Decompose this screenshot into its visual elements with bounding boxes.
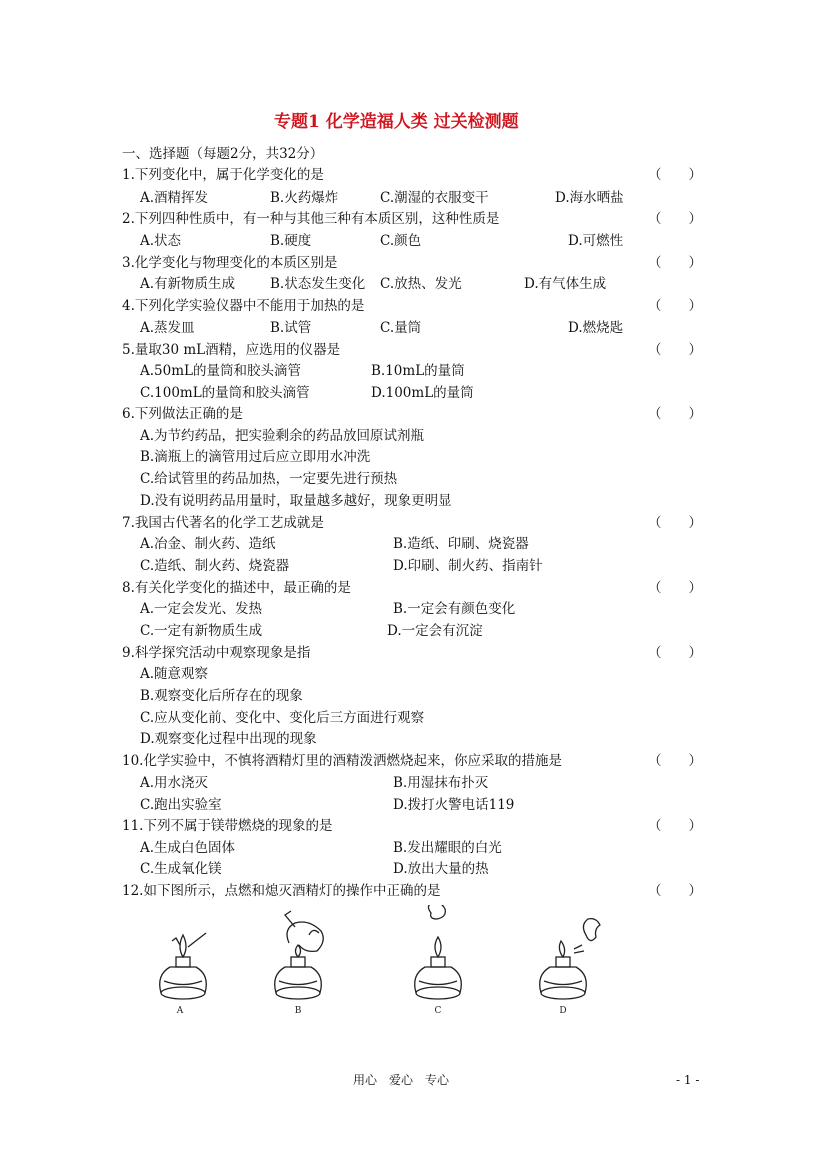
- option: B.火药爆炸: [270, 190, 339, 206]
- option: D.拨打火警电话119: [393, 797, 515, 813]
- question-stem: 5.量取30 mL酒精，应选用的仪器是: [122, 342, 341, 358]
- lamp-d-icon: [540, 919, 600, 999]
- option: C.100mL的量筒和胶头滴管: [140, 385, 310, 401]
- option: A.随意观察: [140, 666, 209, 682]
- option: A.酒精挥发: [140, 190, 209, 206]
- answer-bracket: （ ）: [648, 515, 702, 531]
- answer-bracket: （ ）: [648, 167, 702, 183]
- option: B.硬度: [270, 233, 312, 249]
- page-title: 专题1 化学造福人类 过关检测题: [274, 112, 519, 132]
- figure-label-d: D: [559, 1006, 567, 1016]
- option: C.放热、发光: [380, 276, 462, 292]
- lamp-b-icon: [275, 911, 324, 999]
- lamp-c-icon: [415, 905, 462, 999]
- option: B.滴瓶上的滴管用过后应立即用水冲洗: [140, 449, 371, 465]
- answer-bracket: （ ）: [648, 580, 702, 596]
- option: D.没有说明药品用量时，取量越多越好，现象更明显: [140, 493, 452, 509]
- option: B.10mL的量筒: [371, 363, 465, 379]
- answer-bracket: （ ）: [648, 883, 702, 899]
- page-number: - 1 -: [676, 1073, 700, 1087]
- option: B.试管: [270, 320, 312, 336]
- option: A.为节约药品，把实验剩余的药品放回原试剂瓶: [140, 428, 425, 444]
- option: C.生成氧化镁: [140, 861, 222, 877]
- answer-bracket: （ ）: [648, 342, 702, 358]
- option: A.一定会发光、发热: [140, 601, 263, 617]
- question-stem: 9.科学探究活动中观察现象是指: [122, 645, 311, 661]
- option: D.燃烧匙: [568, 320, 624, 336]
- option: A.状态: [140, 233, 182, 249]
- option: C.造纸、制火药、烧瓷器: [140, 558, 290, 574]
- section-heading: 一、选择题（每题2分，共32分）: [122, 146, 324, 162]
- figure-label-c: C: [434, 1006, 442, 1016]
- option: D.有气体生成: [524, 276, 607, 292]
- answer-bracket: （ ）: [648, 818, 702, 834]
- question-stem: 1.下列变化中，属于化学变化的是: [122, 167, 324, 183]
- option: D.印刷、制火药、指南针: [393, 558, 543, 574]
- option: B.状态发生变化: [270, 276, 366, 292]
- figure-label-a: A: [176, 1006, 184, 1016]
- option: A.用水浇灭: [140, 775, 209, 791]
- question-stem: 2.下列四种性质中，有一种与其他三种有本质区别，这种性质是: [122, 211, 500, 227]
- question-stem: 3.化学变化与物理变化的本质区别是: [122, 255, 338, 271]
- question-stem: 11.下列不属于镁带燃烧的现象的是: [122, 818, 333, 834]
- question-stem: 10.化学实验中，不慎将酒精灯里的酒精泼洒燃烧起来，你应采取的措施是: [122, 753, 562, 769]
- option: A.有新物质生成: [140, 276, 236, 292]
- option: A.生成白色固体: [140, 840, 236, 856]
- option: B.观察变化后所存在的现象: [140, 688, 303, 704]
- option: A.50mL的量筒和胶头滴管: [140, 363, 301, 379]
- option: C.量筒: [380, 320, 422, 336]
- option: D.100mL的量筒: [371, 385, 474, 401]
- answer-bracket: （ ）: [648, 753, 702, 769]
- lamp-a-icon: [160, 933, 207, 999]
- option: B.用湿抹布扑灭: [393, 775, 489, 791]
- footer-slogan: 用心 爱心 专心: [353, 1073, 450, 1087]
- answer-bracket: （ ）: [648, 211, 702, 227]
- question-stem: 12.如下图所示，点燃和熄灭酒精灯的操作中正确的是: [122, 883, 441, 899]
- alcohol-lamp-figure: [150, 905, 630, 1025]
- question-stem: 7.我国古代著名的化学工艺成就是: [122, 515, 324, 531]
- option: C.一定有新物质生成: [140, 623, 263, 639]
- option: A.蒸发皿: [140, 320, 195, 336]
- figure-label-b: B: [294, 1006, 302, 1016]
- option: A.冶金、制火药、造纸: [140, 536, 276, 552]
- question-stem: 6.下列做法正确的是: [122, 406, 243, 422]
- question-stem: 8.有关化学变化的描述中，最正确的是: [122, 580, 351, 596]
- answer-bracket: （ ）: [648, 406, 702, 422]
- option: B.造纸、印刷、烧瓷器: [393, 536, 529, 552]
- option: D.一定会有沉淀: [387, 623, 483, 639]
- option: C.跑出实验室: [140, 797, 222, 813]
- option: D.放出大量的热: [393, 861, 489, 877]
- option: B.一定会有颜色变化: [393, 601, 516, 617]
- answer-bracket: （ ）: [648, 255, 702, 271]
- option: C.颜色: [380, 233, 422, 249]
- question-stem: 4.下列化学实验仪器中不能用于加热的是: [122, 298, 365, 314]
- answer-bracket: （ ）: [648, 645, 702, 661]
- option: D.观察变化过程中出现的现象: [140, 731, 317, 747]
- answer-bracket: （ ）: [648, 298, 702, 314]
- option: D.可燃性: [568, 233, 624, 249]
- option: C.给试管里的药品加热，一定要先进行预热: [140, 471, 398, 487]
- option: B.发出耀眼的白光: [393, 840, 502, 856]
- option: C.潮湿的衣服变干: [380, 190, 489, 206]
- option: D.海水晒盐: [555, 190, 624, 206]
- option: C.应从变化前、变化中、变化后三方面进行观察: [140, 710, 425, 726]
